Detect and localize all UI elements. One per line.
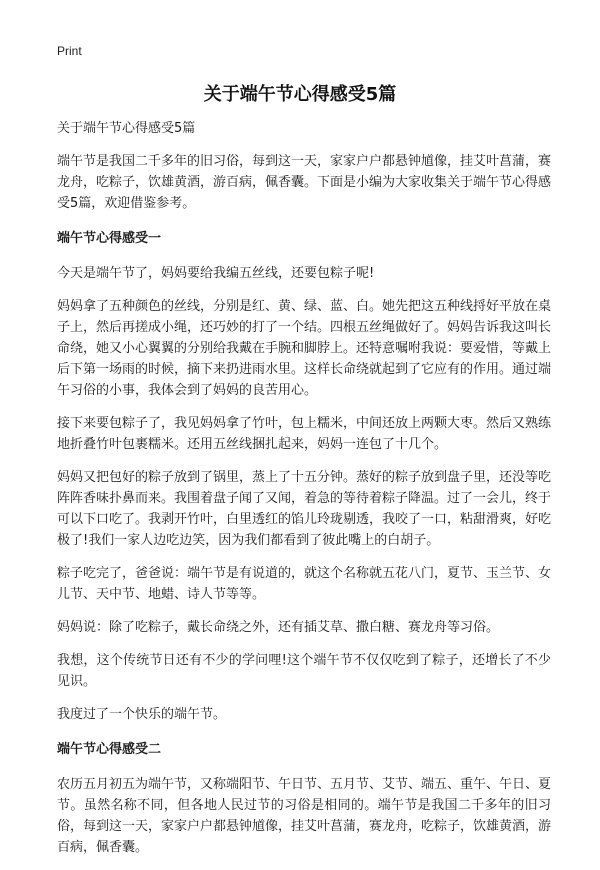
paragraph: 妈妈拿了五种颜色的丝线，分别是红、黄、绿、蓝、白。她先把这五种线捋好平放在桌子上，然后再搓成小绳，还巧妙的打了一个结。四根五丝绳做好了。妈妈告诉我这叫长命绕，她又小心翼翼的分别给我戴在手腕和脚脖上。还特意嘱咐我说：要爱惜，等戴上后下第一场雨的时候，摘下来扔进雨水里。这样长命绕就起到了它应有的作用。通过端午习俗的小事，我体会到了妈妈的良苦用心。 bbox=[57, 299, 552, 398]
print-link[interactable]: Print bbox=[57, 44, 82, 58]
paragraph: 妈妈说：除了吃粽子，戴长命绕之外，还有插艾草、撒白糖、赛龙舟等习俗。 bbox=[57, 620, 500, 635]
section-heading-1: 端午节心得感受一 bbox=[57, 231, 162, 246]
document-subtitle: 关于端午节心得感受5篇 bbox=[57, 121, 196, 136]
paragraph: 农历五月初五为端午节，又称端阳节、午日节、五月节、艾节、端五、重午、午日、夏节。虽然名称不同，但各地人民过节的习俗是相同的。端午节是我国二千多年的旧习俗，每到这一天，家家户户都悬钟馗像，挂艾叶菖蒲，赛龙舟，吃粽子，饮雄黄酒，游百病，佩香囊。 bbox=[57, 777, 552, 855]
paragraph: 我度过了一个快乐的端午节。 bbox=[57, 707, 227, 722]
intro-paragraph: 端午节是我国二千多年的旧习俗，每到这一天，家家户户都悬钟馗像，挂艾叶菖蒲，赛龙舟，吃粽子，饮雄黄酒，游百病，佩香囊。下面是小编为大家收集关于端午节心得感受5篇，欢迎借鉴参考。 bbox=[57, 154, 552, 211]
document-body bbox=[57, 118, 551, 870]
paragraph: 今天是端午节了，妈妈要给我编五丝线，还要包粽子呢! bbox=[57, 266, 375, 281]
section-heading-2: 端午节心得感受二 bbox=[57, 742, 162, 757]
paragraph: 我想，这个传统节日还有不少的学问哩!这个端午节不仅仅吃到了粽子，还增长了不少见识。 bbox=[57, 653, 551, 689]
document-title: 关于端午节心得感受5篇 bbox=[203, 84, 397, 105]
paragraph: 粽子吃完了，爸爸说：端午节是有说道的，就这个名称就五花八门，夏节、玉兰节、女儿节、天中节、地蜡、诗人节等等。 bbox=[57, 566, 552, 602]
paragraph: 妈妈又把包好的粽子放到了锅里，蒸上了十五分钟。蒸好的粽子放到盘子里，还没等吃阵阵香味扑鼻而来。我围着盘子闻了又闻，着急的等待着粽子降温。过了一会儿，终于可以下口吃了。我剥开竹叶，白里透红的馅儿玲珑剔透，我咬了一口，粘甜滑爽，好吃极了!我们一家人边吃边笑，因为我们都看到了彼此嘴上的白胡子。 bbox=[57, 470, 552, 548]
paragraph: 接下来要包粽子了，我见妈妈拿了竹叶，包上糯米，中间还放上两颗大枣。然后又熟练地折叠竹叶包裹糯米。还用五丝线捆扎起来，妈妈一连包了十几个。 bbox=[57, 416, 552, 452]
